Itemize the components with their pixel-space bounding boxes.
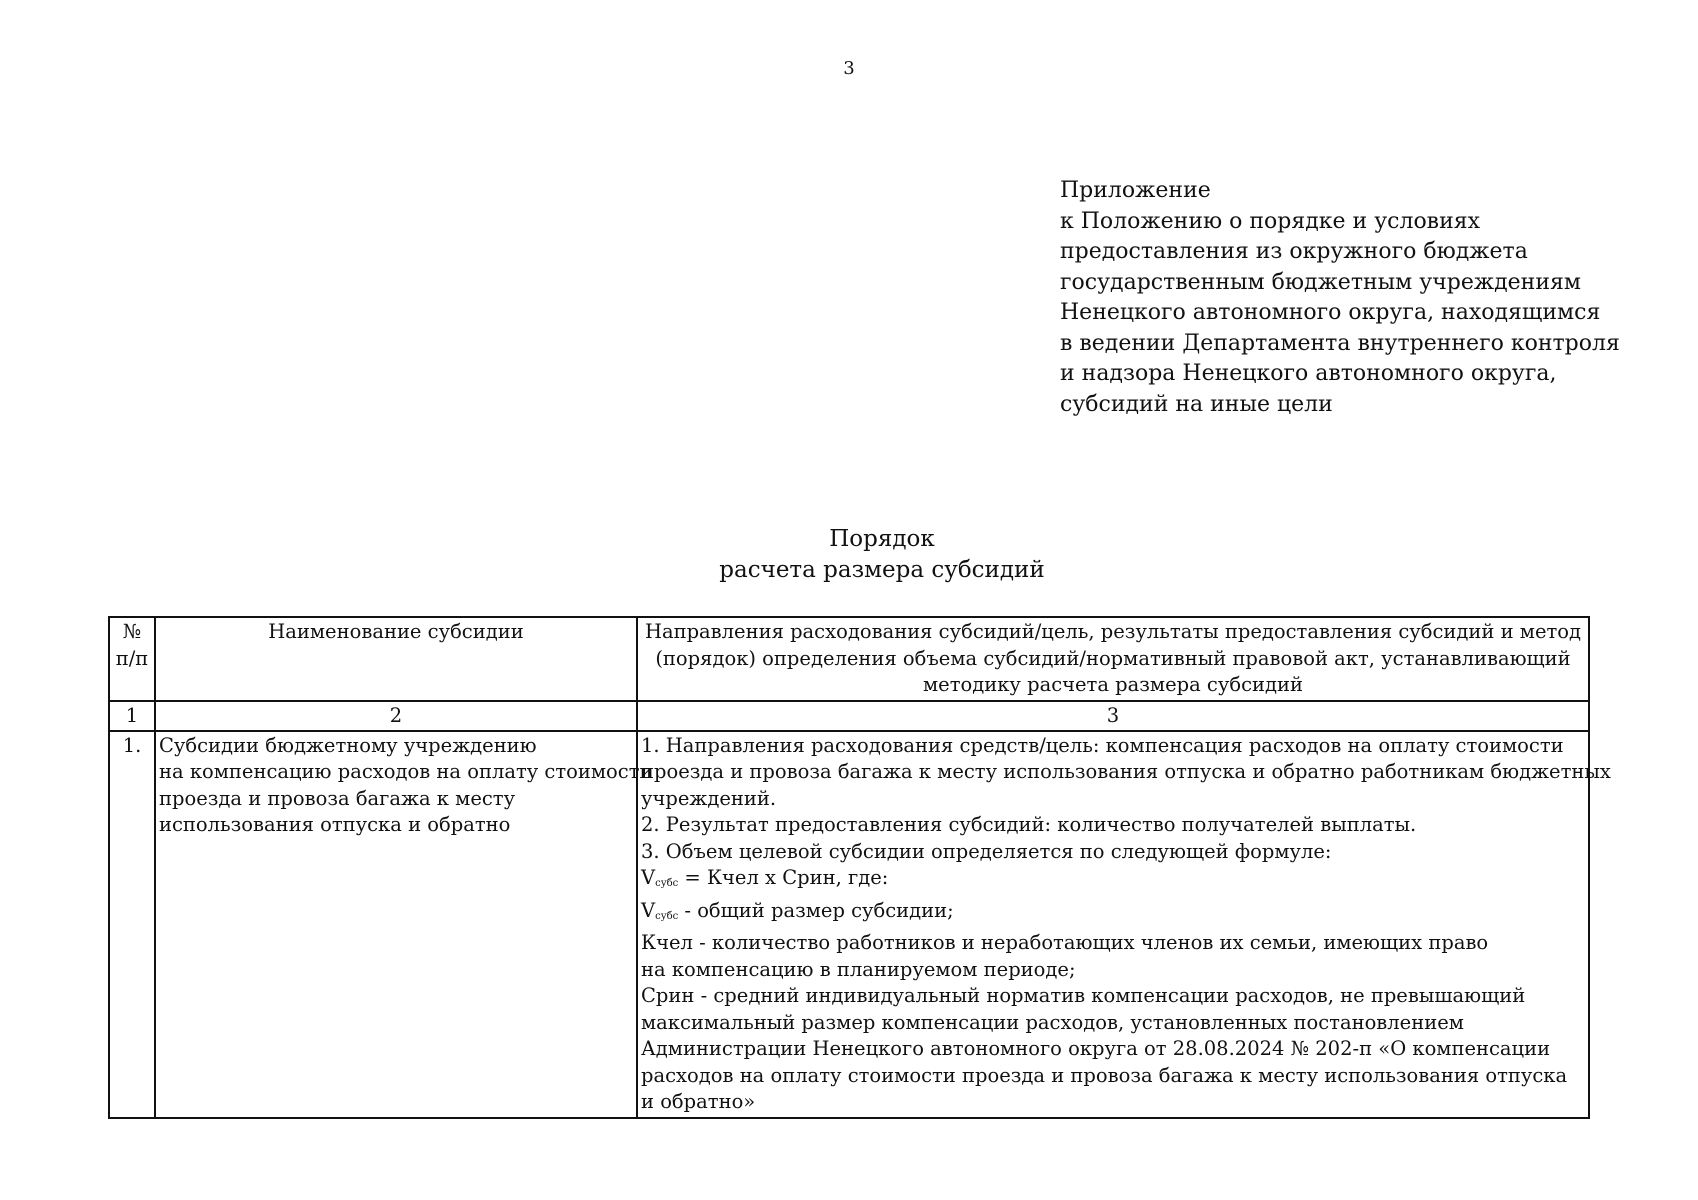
appendix-line: и надзора Ненецкого автономного округа, — [1060, 361, 1557, 386]
header-name: Наименование субсидии — [155, 617, 637, 701]
subsidy-description — [637, 731, 1611, 1118]
subsidy-name — [155, 731, 653, 1118]
header-number-line: № — [122, 620, 142, 643]
column-number-row — [109, 701, 1589, 731]
appendix-line: в ведении Департамента внутреннего контроля — [1060, 330, 1620, 356]
header-directions-line: методику расчета размера субсидий — [923, 673, 1303, 696]
header-directions — [637, 617, 1589, 701]
formula-definition-text: - общий размер субсидии; — [678, 898, 954, 922]
description-line: максимальный размер компенсации расходов, установленных постановлением — [641, 1010, 1464, 1034]
title-line-1: Порядок — [829, 526, 935, 552]
description-line: Администрации Ненецкого автономного округа от 28.08.2024 № 202-п «О компенсации — [641, 1037, 1551, 1060]
appendix-line: государственным бюджетным учреждениям — [1060, 269, 1581, 295]
title-line-2: расчета размера субсидий — [719, 557, 1045, 583]
appendix-line: к Положению о порядке и условиях — [1060, 208, 1481, 234]
appendix-block — [1060, 176, 1620, 420]
description-line: 2. Результат предоставления субсидий: количество получателей выплаты. — [641, 813, 1417, 836]
description-line: Срин - средний индивидуальный норматив компенсации расходов, не превышающий — [641, 984, 1526, 1007]
header-number-line: п/п — [115, 646, 149, 670]
column-number: 1 — [109, 701, 155, 731]
description-line: расходов на оплату стоимости проезда и провоза багажа к месту использования отпуска — [641, 1063, 1568, 1087]
description-line: учреждений. — [641, 786, 777, 810]
formula-text: = Кчел х Срин, где: — [678, 866, 889, 889]
header-directions-line: (порядок) определения объема субсидий/нормативный правовой акт, устанавливающий — [655, 646, 1571, 670]
appendix-line: субсидий на иные цели — [1060, 391, 1333, 417]
formula-subscript: субс — [655, 878, 679, 889]
subsidy-name-line: Субсидии бюджетному учреждению — [159, 733, 537, 757]
appendix-line: Приложение — [1060, 178, 1211, 203]
description-line: проезда и провоза багажа к месту использования отпуска и обратно работникам бюджетных — [641, 760, 1611, 783]
subsidy-name-line: проезда и провоза багажа к месту — [159, 786, 516, 810]
header-number — [109, 617, 155, 701]
formula-symbol: V — [641, 866, 656, 889]
appendix-line: Ненецкого автономного округа, находящимся — [1060, 300, 1601, 325]
description-line: 3. Объем целевой субсидии определяется по следующей формуле: — [641, 839, 1332, 863]
formula-definition-line — [641, 898, 1585, 931]
column-number: 3 — [637, 701, 1589, 731]
table-row — [109, 731, 1589, 1118]
header-directions-line: Направления расходования субсидий/цель, результаты предоставления субсидий и метод — [644, 620, 1582, 643]
formula-symbol: V — [641, 898, 656, 922]
table-header-row — [109, 617, 1589, 701]
description-line: и обратно» — [641, 1090, 756, 1113]
subsidy-name-line: использования отпуска и обратно — [159, 813, 511, 836]
description-line: Кчел - количество работников и неработающих членов их семьи, имеющих право — [641, 931, 1489, 954]
page-number: 3 — [843, 58, 855, 79]
formula-line — [641, 865, 1585, 898]
row-number: 1. — [109, 731, 155, 1118]
subsidy-table — [108, 616, 1611, 1119]
subsidy-name-line: на компенсацию расходов на оплату стоимости — [159, 760, 653, 783]
document-title — [0, 524, 1698, 586]
description-line: 1. Направления расходования средств/цель: компенсация расходов на оплату стоимости — [641, 733, 1564, 757]
appendix-line: предоставления из окружного бюджета — [1060, 239, 1528, 264]
description-line: на компенсацию в планируемом периоде; — [641, 957, 1076, 981]
column-number: 2 — [155, 701, 637, 731]
formula-subscript: субс — [655, 910, 679, 922]
